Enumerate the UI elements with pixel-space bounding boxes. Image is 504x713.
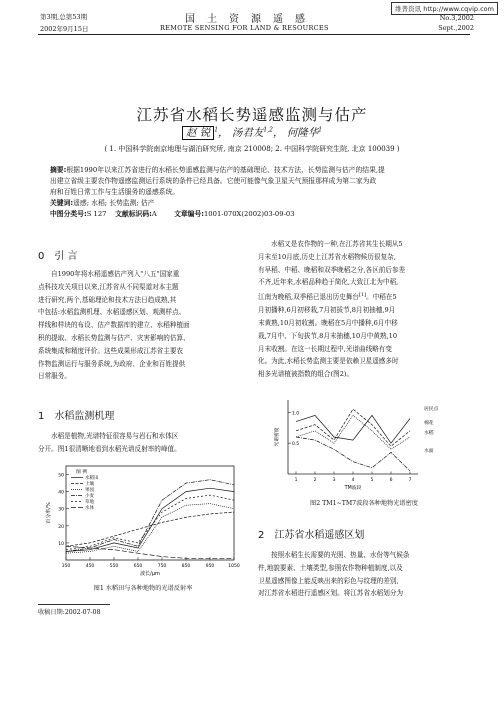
affiliation: ( 1. 中国科学院南京地理与湖泊研究所, 南京 210008; 2. 中国科学院研究生院, 北京 100039 ) [104,145,400,153]
text-line: 系统集成和精度评价。这些成果形成江苏省主要农 [38,346,184,355]
article-label: 文章编号: [174,210,204,218]
x-tick-label: 850 [181,564,191,569]
text-line: 日常服务。 [38,372,71,381]
x-tick-label: 750 [157,564,167,569]
legend-entry: 草地 [85,500,94,505]
text-line: 相多光谱植被指数的组合(图2)。 [258,370,354,379]
text-line: 月初播种,6月初移栽,7月初拔节,8月初抽穗,9月 [258,306,396,315]
y-axis-label: 百分率/% [46,502,52,524]
issue-date-en: Sept.,2002 [438,24,474,32]
x-tick-label: 350 [61,564,71,569]
right-paragraph-1 [258,238,470,381]
text-line: 有早稻、中稻、晚稻和双季晚稻之分,各区前后参差 [258,265,406,274]
text-line: 末黄熟,10月初收割。晚稻在5月中播种,6月中移 [258,318,398,327]
article-value: 1001-070X(2002)03-09-03 [203,210,295,218]
paper-title: 江苏省水稻长势遥感监测与估产 [136,106,368,124]
text-line: 进行研究,两个,基础理论和技术方法日趋成熟,其 [38,295,177,304]
x-tick-label: 6 [389,478,393,483]
abstract-label: 摘要: [50,166,67,174]
y-tick-label: 50 [58,473,64,479]
y-tick-label: 10 [58,541,64,547]
x-tick-label: 950 [205,564,215,569]
y-tick-label: 30 [58,507,64,513]
series-line [296,437,410,471]
legend-entry: 水体 [85,506,94,511]
issue-number-en: No.3,2002 [439,14,474,22]
abstract [50,165,470,220]
section-1-heading: 1 水稻监测机理 [38,411,115,422]
text-line: 栽,7月中、下旬拔节,8月末抽穗,10月中黄熟,10 [258,331,398,340]
doc-label: 文献标识码: [115,210,152,218]
legend-entry: 小麦 [85,494,94,499]
author-1-sup: 1 [214,126,219,134]
text-line: 对江苏省水稻进行遥感区划。将江苏省水稻划分为 [258,589,404,598]
figure-1-chart [42,460,242,580]
mechanism-paragraph [38,430,248,456]
author-sep: ， [218,127,229,139]
x-tick-label: 3 [332,478,336,483]
text-line [258,289,470,304]
text-line: 样线和样块的布设、估产数据库的建立、水稻种植面 [38,321,190,330]
keywords-label: 关键词: [50,199,74,207]
doc-value: A [151,210,157,218]
cls-label: 中图分类号: [50,210,87,218]
text-fragment: 。中稻在5 [366,293,397,302]
author-3-sup: 1 [318,126,323,134]
issue-date: 2002年9月15日 [40,25,89,33]
x-tick-label: 1050 [228,564,240,569]
y-axis-label: 光谱密度 [275,427,280,447]
x-tick-label: 1 [294,478,298,483]
x-axis-label: 波长/μm [140,571,160,577]
x-tick-label: 7 [408,478,412,483]
y-tick-label: 40 [58,490,64,496]
section-0-heading: 0 引 言 [38,251,78,262]
series-line [66,546,234,558]
watermark-stamp: 维普资讯 http://www.cqvip.com [391,2,498,15]
x-tick-label: 450 [85,564,95,569]
text-line: 月末至10月底,历史上江苏省水稻物候历很复杂, [258,252,396,261]
text-line: 件,地貌要素、土壤类型,参照农作物种植制度,以及 [258,563,403,572]
author-2: 汤君友 [231,127,264,139]
abstract-text-3: 府和百姓日常工作与生活服务的遥感系统。 [50,188,180,196]
legend-entry: 果园 [85,488,94,493]
series-line [296,415,410,443]
issue-number: 第3期,总第53期 [40,13,87,21]
cls-value: S 127 [86,210,107,218]
x-tick-label: 2 [313,478,317,483]
series-label: 水面 [424,449,434,454]
figure-2-caption: 图2 TM1~TM7波段各种地物光谱密度 [310,500,418,507]
text-line: 按照水稻生长需要的光照、热量、水份等气候条 [271,551,410,559]
y-tick-label: 20 [58,524,64,530]
x-tick-label: 5 [370,478,374,483]
author-2-sup: 1,2 [263,126,273,134]
text-line: 水稻又是农作物的一种,在江苏省其生长期从5 [271,240,403,248]
x-tick-label: 550 [109,564,119,569]
figure-1-caption: 图1 水稻田与各种地物的光谱反射率 [93,585,193,592]
text-fragment: 江南为晚稻,双季稻已退出历史舞台 [258,293,360,302]
text-line: 积的提取、水稻长势监测与估产、灾害影响的估算、 [38,333,190,342]
text-line: 化。为此,水稻长势监测主要是依赖卫星遥感多时 [258,357,399,366]
text-line: 月末收割。在这一长期过程中,光谱曲线略有变 [258,344,392,353]
legend-entry: 土壤 [85,482,94,487]
keywords: 遥感; 水稻; 长势监测; 估产 [73,199,155,207]
series-label: 水稻 [424,431,434,436]
citation[interactable]: [1] [359,292,367,299]
author-line [0,125,504,140]
series-line [296,415,410,449]
figure-2-chart [258,394,470,494]
journal-title-en: REMOTE SENSING FOR LAND & RESOURCES [160,24,329,32]
series-line [66,512,234,546]
header-rule [38,34,470,35]
text-line: 分开。图1很清晰地看到水稻光谱反射率的峰值。 [38,444,181,453]
abstract-text-1: 根据1990年以来江苏省进行的水稻长势遥感监测与估产的基础理论、技术方法、长势监测与估产的结果,提 [66,166,385,174]
author-1: 赵 锐 [182,126,214,140]
intro-paragraph [38,268,248,383]
legend-title: 图 例 [76,470,88,475]
footnote-rule [38,604,110,605]
right-paragraph-2 [258,549,470,600]
legend-entry: 水稻田 [85,476,99,481]
journal-title-cn: 国土资源遥感 [185,14,317,25]
text-line: 作物监测运行与服务系统,为政府、企业和百姓提供 [38,359,186,368]
x-tick-label: 4 [351,478,355,483]
text-line: 点科技攻关项目以来,江苏省从不同渠道对本主题 [38,282,179,291]
section-2-heading: 2 江苏省水稻遥感区划 [258,530,365,541]
x-tick-label: 650 [133,564,143,569]
y-tick-label: 0.5 [292,442,300,448]
text-line: 卫星遥感图像上能反映出来的彩色与纹理的差别, [258,576,399,585]
series-label: 棉花 [424,421,434,426]
abstract-text-2: 出建立省级主要农作物遥感监测运行系统的条件已经具备。它使可能像气象卫星天气预报那样成为第二家为政 [50,177,377,185]
received-date: 收稿日期:2002-07-08 [38,609,101,616]
text-line: 中包括:水稻监测机理、水稻遥感区划、观测样点、 [38,308,186,317]
text-line: 自1990年将水稻遥感估产列入"八五"国家重 [51,270,180,278]
x-axis-label: TM波段 [344,486,362,491]
series-label: 居民点 [424,407,439,412]
y-tick-label: 1.0 [292,411,300,417]
text-line: 水稻是植物,光谱特征很容易与岩石和水体区 [51,432,179,440]
author-3: 何隆华 [286,127,319,139]
text-line: 不齐,近年来,水稻品种趋于简化,大致江北为中稻, [258,278,399,287]
author-sep: ， [272,127,284,139]
